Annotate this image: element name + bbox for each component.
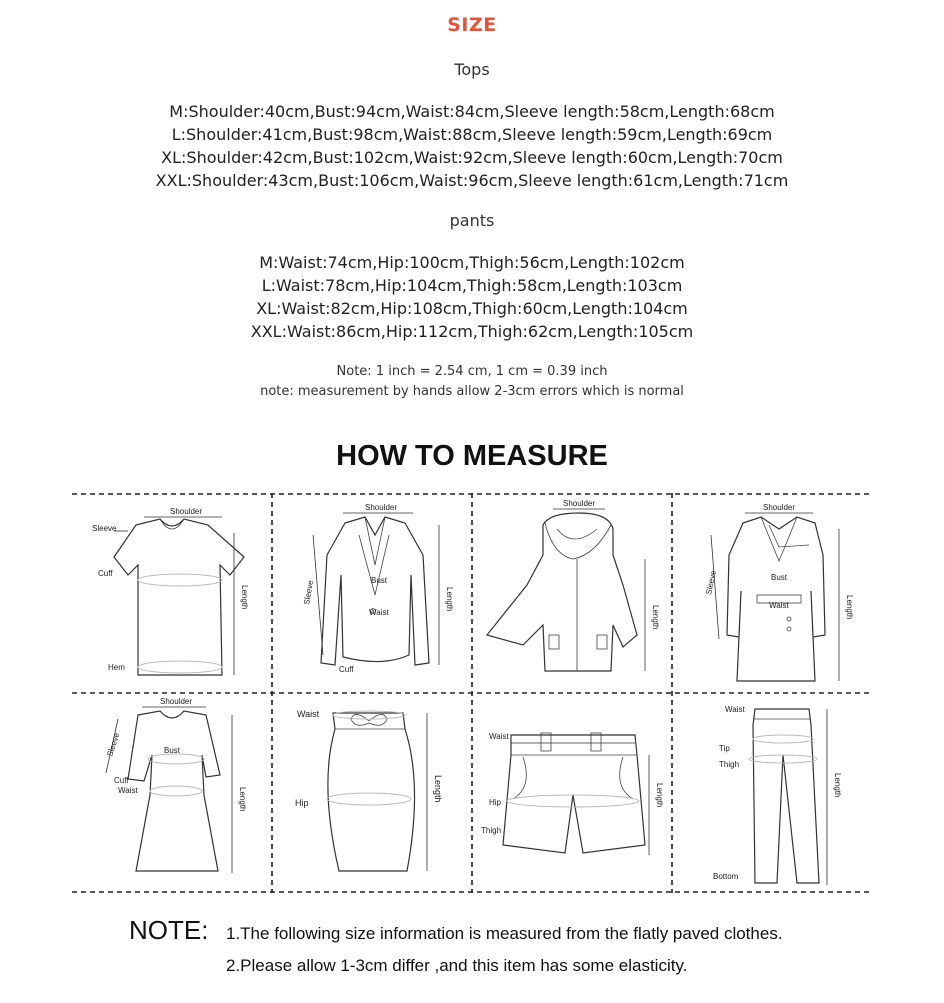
shoulder-label: Shoulder [170,507,203,516]
shoulder-label: Shoulder [563,499,596,508]
how-to-measure-title: HOW TO MEASURE [336,440,608,472]
blazer-diagram [273,495,472,694]
bust-label: Bust [164,746,181,755]
waist-label: Waist [118,786,138,795]
tops-heading: Tops [454,60,490,79]
waist-label: Waist [369,608,389,617]
length-label: Length [833,773,842,798]
dress-diagram [72,695,271,894]
sleeve-label: Sleeve [92,524,117,533]
measure-diagram-grid [72,493,872,893]
pants-row-xxl: XXL:Waist:86cm,Hip:112cm,Thigh:62cm,Length:105cm [250,322,694,341]
note-line-1: 1.The following size information is measured from the flatly paved clothes. [226,924,783,943]
length-label: Length [445,587,454,612]
pants-size-list [0,251,944,343]
hem-label: Hem [108,663,125,672]
length-label: Length [433,775,443,803]
trousers-diagram [673,695,872,894]
skirt-diagram [273,695,472,894]
tops-row-m: M:Shoulder:40cm,Bust:94cm,Waist:84cm,Sleeve length:58cm,Length:68cm [169,102,775,121]
hip-label: Hip [489,798,502,807]
bottom-label: Bottom [713,872,739,881]
note-line-2: 2.Please allow 1-3cm differ ,and this item has some elasticity. [226,956,688,975]
tip-label: Tip [719,744,730,753]
length-label: Length [651,605,660,630]
thigh-label: Thigh [481,826,502,835]
size-title: SIZE [447,14,497,36]
shorts-diagram [473,695,672,894]
long-coat-diagram [673,495,872,694]
hip-label: Hip [295,798,309,808]
tshirt-diagram [72,495,271,694]
cuff-label: Cuff [98,569,113,578]
length-label: Length [655,783,664,808]
waist-label: Waist [725,705,745,714]
conversion-notes [0,362,944,402]
pants-heading: pants [449,211,495,230]
inch-conversion-note: Note: 1 inch = 2.54 cm, 1 cm = 0.39 inch [336,364,608,379]
length-label: Length [845,595,854,620]
cuff-label: Cuff [339,665,354,674]
waist-label: Waist [489,732,509,741]
shoulder-label: Shoulder [763,503,796,512]
shoulder-label: Shoulder [365,503,398,512]
length-label: Length [238,787,247,812]
shoulder-label: Shoulder [160,697,193,706]
pants-row-l: L:Waist:78cm,Hip:104cm,Thigh:58cm,Length:103cm [261,276,683,295]
note-label: NOTE: [129,915,209,945]
cuff-label: Cuff [114,776,129,785]
measurement-error-note: note: measurement by hands allow 2-3cm errors which is normal [260,384,684,399]
tops-row-l: L:Shoulder:41cm,Bust:98cm,Waist:88cm,Sleeve length:59cm,Length:69cm [171,125,773,144]
pants-row-xl: XL:Waist:82cm,Hip:108cm,Thigh:60cm,Length:104cm [256,299,688,318]
sleeve-label: Sleeve [105,731,122,758]
tops-row-xl: XL:Shoulder:42cm,Bust:102cm,Waist:92cm,Sleeve length:60cm,Length:70cm [161,148,783,167]
sleeve-label: Sleeve [704,569,719,596]
bust-label: Bust [771,573,788,582]
length-label: Length [240,585,249,610]
sleeve-label: Sleeve [302,579,316,606]
waist-label: Waist [297,709,320,719]
pants-row-m: M:Waist:74cm,Hip:100cm,Thigh:56cm,Length:102cm [259,253,685,272]
tops-row-xxl: XXL:Shoulder:43cm,Bust:106cm,Waist:96cm,Sleeve length:61cm,Length:71cm [155,171,789,190]
hooded-coat-diagram [473,495,672,694]
thigh-label: Thigh [719,760,740,769]
bust-label: Bust [371,576,388,585]
waist-label: Waist [769,601,789,610]
tops-size-list [0,100,944,192]
